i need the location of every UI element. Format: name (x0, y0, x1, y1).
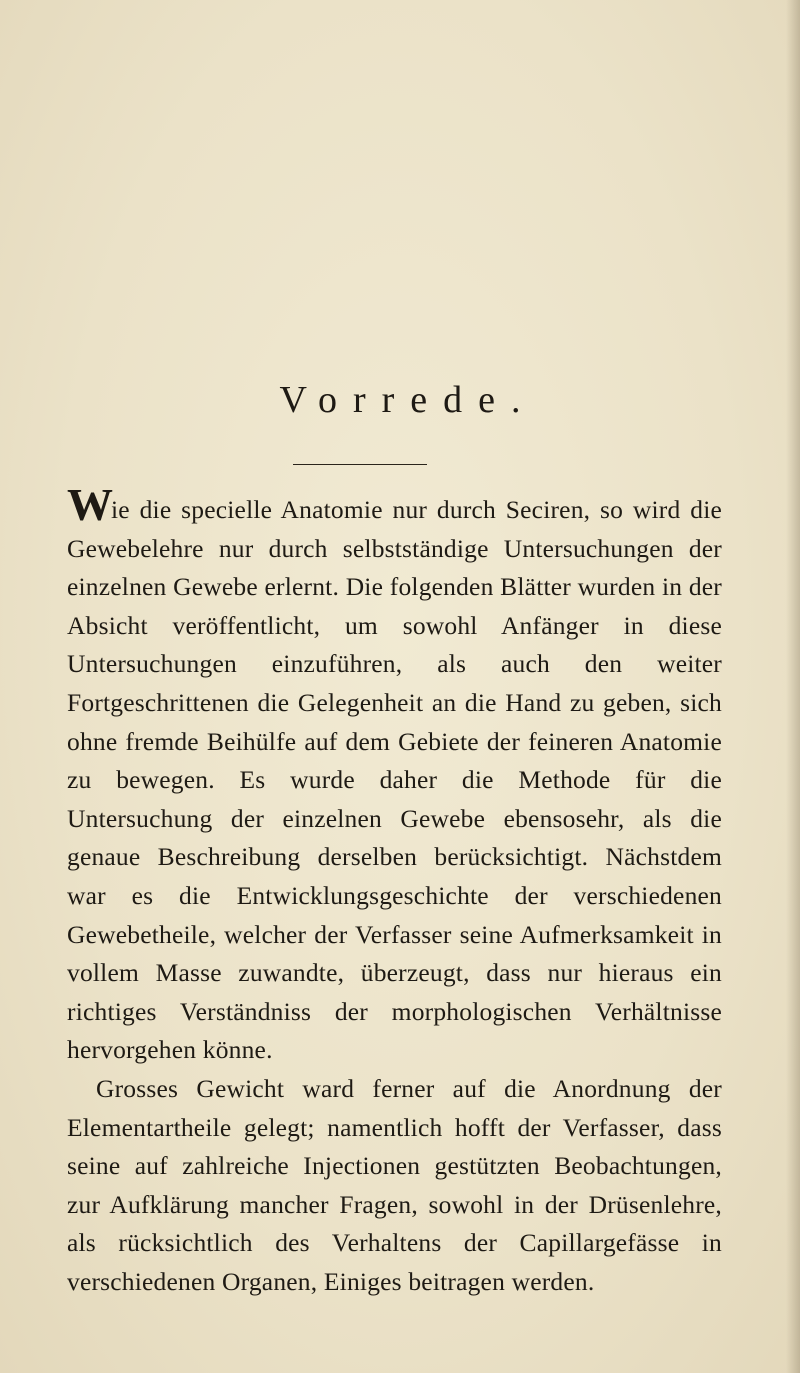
initial-letter: W (67, 479, 111, 530)
page-heading: Vorrede. (279, 379, 537, 421)
paragraph-1-text: ie die specielle Anatomie nur durch Seciren, so wird die Gewebelehre nur durch selbstständige Untersuchungen der einzelnen Gewebe erlernt. Die folgenden Blätter wurden in der Absicht veröffentlicht, um sowohl Anfänger in diese Untersuchungen einzuführen, als auch den weiter Fortgeschrittenen die Gelegenheit an die Hand zu geben, sich ohne fremde Beihülfe auf dem Gebiete der feineren Anatomie zu bewegen. Es wurde daher die Methode für die Untersuchung der einzelnen Gewebe ebensosehr, als die genaue Beschreibung derselben berücksichtigt. Nächstdem war es die Entwicklungsgeschichte der verschiedenen Gewebetheile, welcher der Verfasser seine Aufmerksamkeit in vollem Masse zuwandte, überzeugt, dass nur hieraus ein richtiges Verständniss der morphologischen Verhältnisse hervorgehen könne. (67, 495, 722, 1065)
page-edge-shadow (786, 0, 800, 1373)
paragraph-1 (67, 479, 722, 1070)
preface-body (67, 479, 722, 1301)
heading-divider (293, 464, 427, 465)
paragraph-2: Grosses Gewicht ward ferner auf die Anordnung der Elementartheile gelegt; namentlich hofft der Verfasser, dass seine auf zahlreiche Injectionen gestützten Beobachtungen, zur Aufklärung mancher Fragen, sowohl in der Drüsenlehre, als rücksichtlich des Verhaltens der Capillargefässe in verschiedenen Organen, Einiges beitragen werden. (67, 1073, 722, 1296)
